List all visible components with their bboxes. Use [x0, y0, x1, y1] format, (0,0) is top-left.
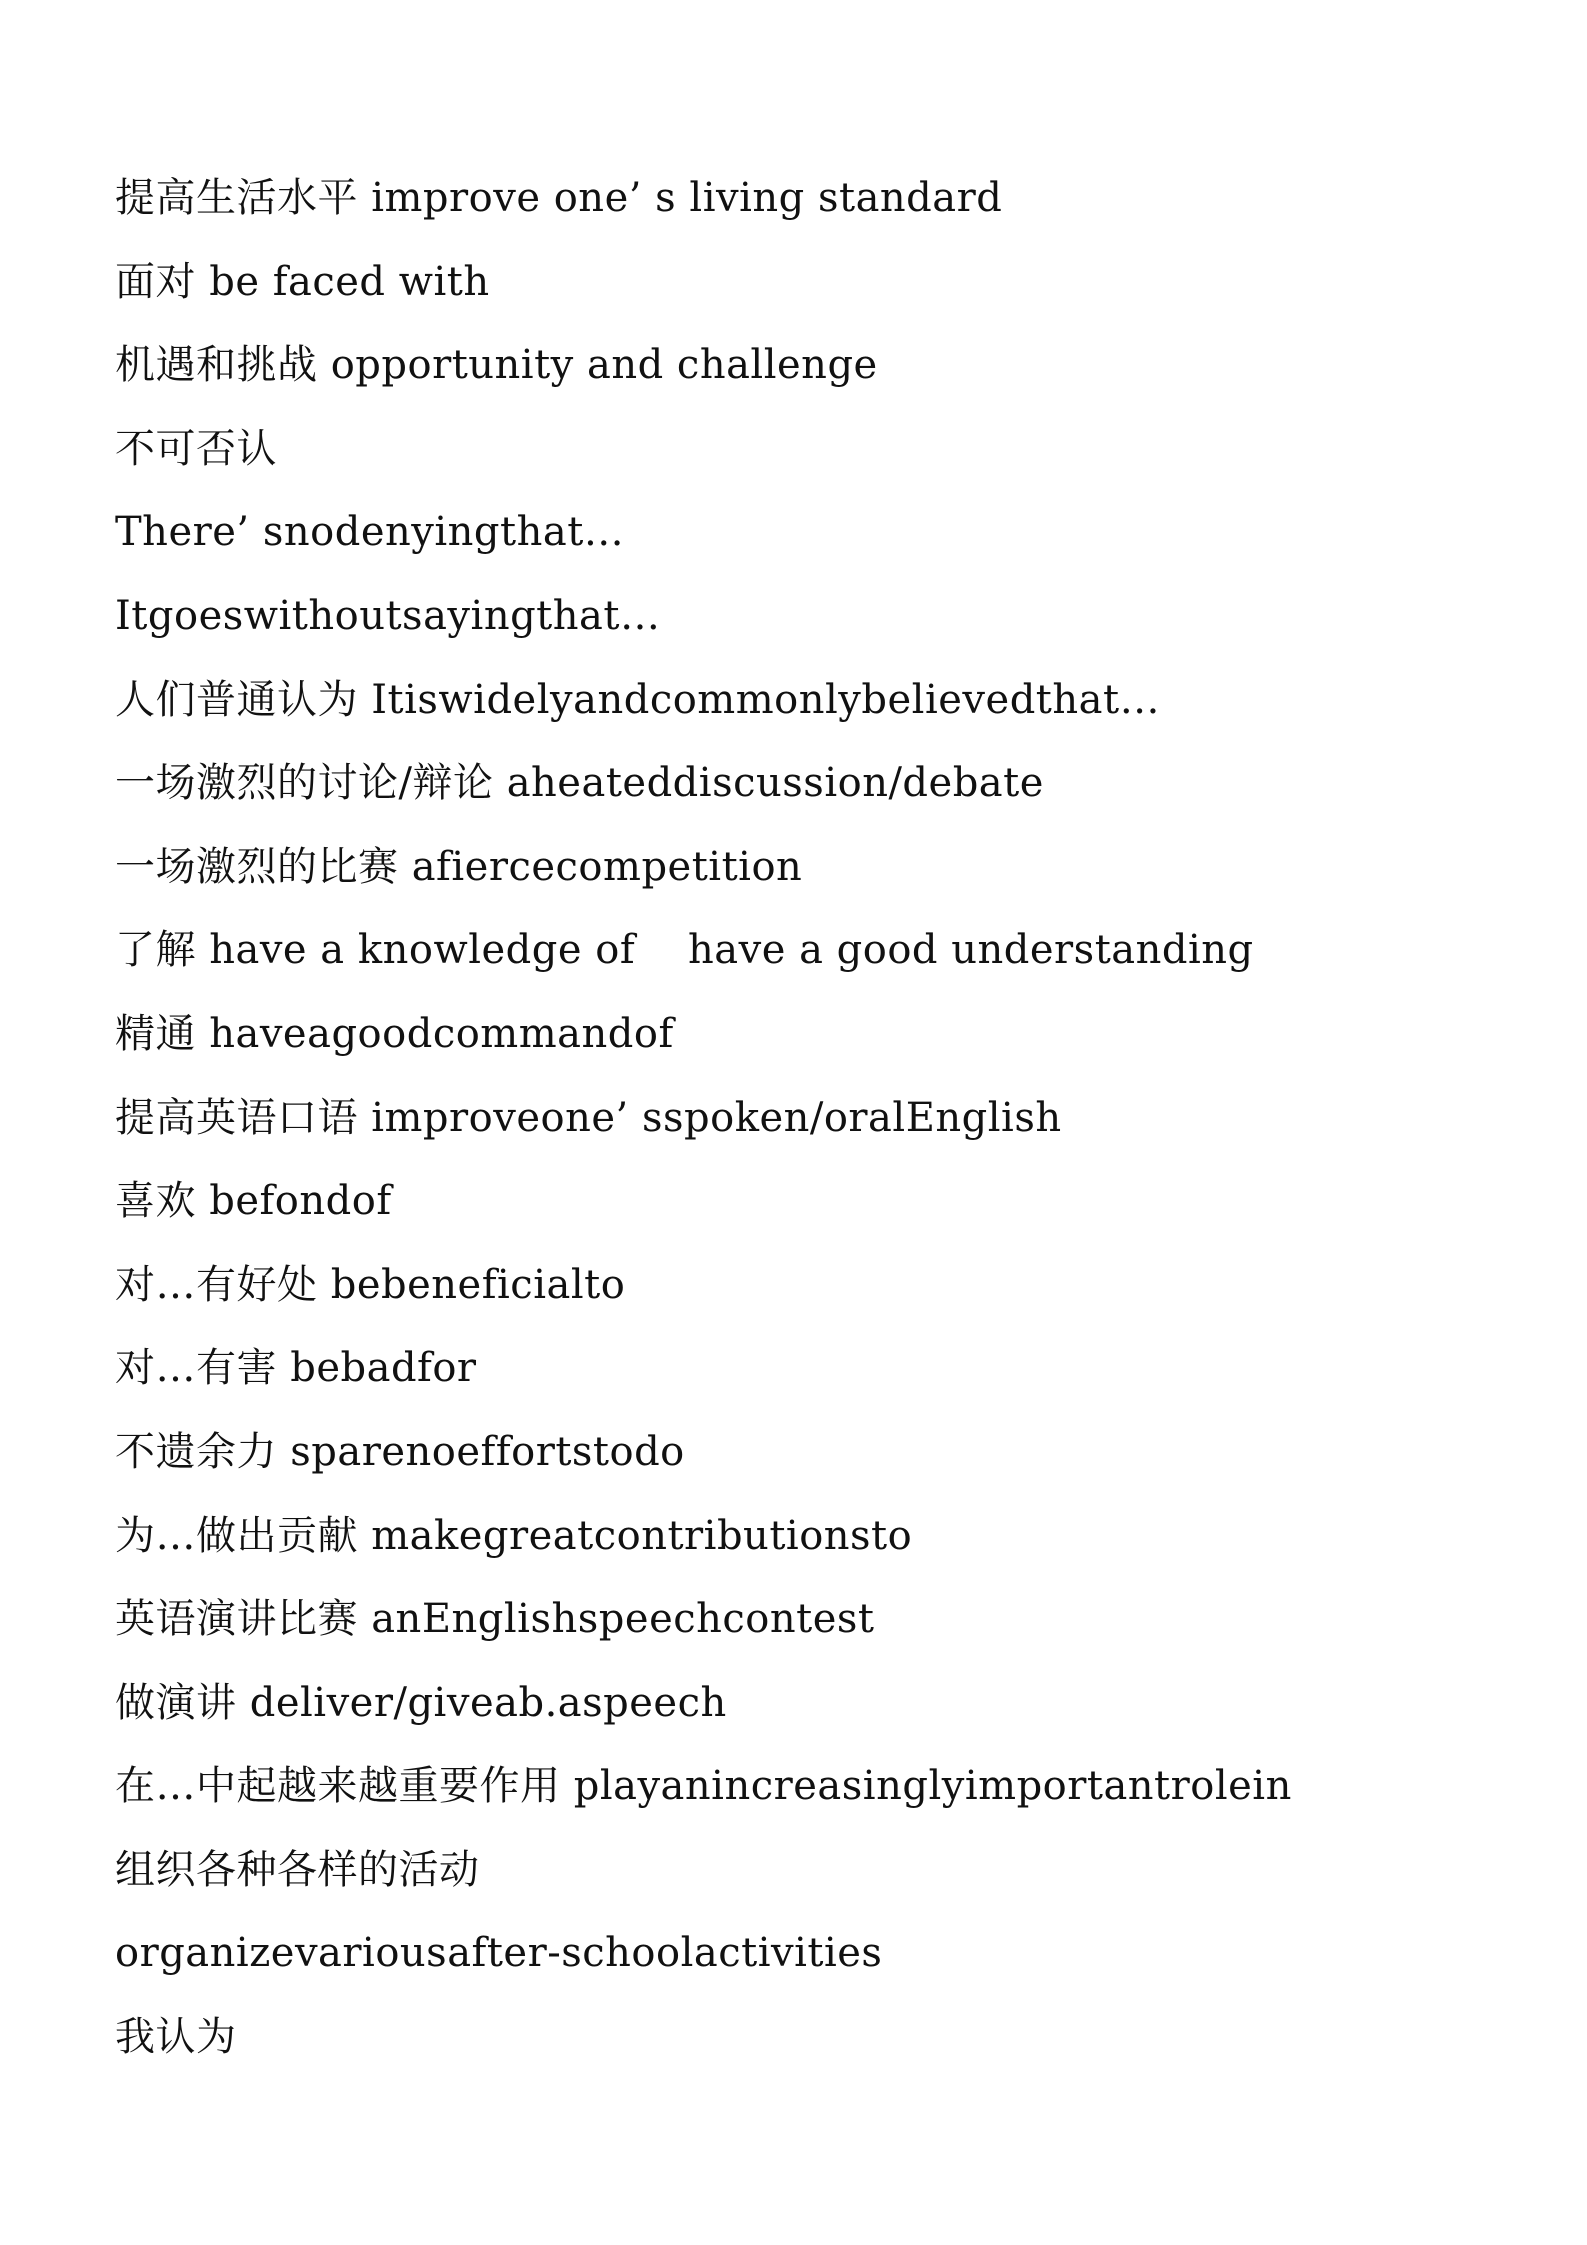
phrase-line: 提高生活水平 improve one’ s living standard — [115, 175, 1003, 221]
phrase-line: 在…中起越来越重要作用 playanincreasinglyimportantrolein — [115, 1763, 1292, 1810]
phrase-line: 精通 haveagoodcommandof — [115, 1010, 674, 1057]
phrase-line: 一场激烈的比赛 afiercecompetition — [115, 843, 803, 890]
phrase-line: 提高英语口语 improveone’ sspoken/oralEnglish — [115, 1094, 1062, 1141]
phrase-line: 面对 be faced with — [115, 258, 490, 305]
phrase-line: 为…做出贡献 makegreatcontributionsto — [115, 1512, 913, 1559]
phrase-line: 了解 have a knowledge of have a good understanding — [115, 927, 1254, 974]
phrase-line: 机遇和挑战 opportunity and challenge — [115, 342, 878, 389]
phrase-line: 做演讲 deliver/giveab.aspeech — [115, 1679, 727, 1726]
phrase-line: There’ snodenyingthat… — [115, 509, 625, 556]
phrase-line: Itgoeswithoutsayingthat… — [115, 592, 661, 639]
phrase-line: 喜欢 befondof — [115, 1178, 392, 1225]
phrase-line: 组织各种各样的活动 — [115, 1846, 480, 1893]
phrase-line: 人们普通认为 Itiswidelyandcommonlybelievedthat… — [115, 676, 1161, 723]
phrase-line: 英语演讲比赛 anEnglishspeechcontest — [115, 1596, 875, 1643]
phrase-line: 对…有好处 bebeneficialto — [115, 1261, 626, 1308]
phrase-line: 我认为 — [115, 2014, 237, 2061]
phrase-line: 不遗余力 sparenoeffortstodo — [115, 1428, 685, 1475]
phrase-line: 不可否认 — [115, 425, 277, 472]
phrase-list — [115, 168, 1535, 2091]
phrase-line: organizevariousafter-schoolactivities — [115, 1930, 883, 1977]
phrase-line: 对…有害 bebadfor — [115, 1345, 477, 1392]
phrase-line: 一场激烈的讨论/辩论 aheateddiscussion/debate — [115, 760, 1044, 807]
